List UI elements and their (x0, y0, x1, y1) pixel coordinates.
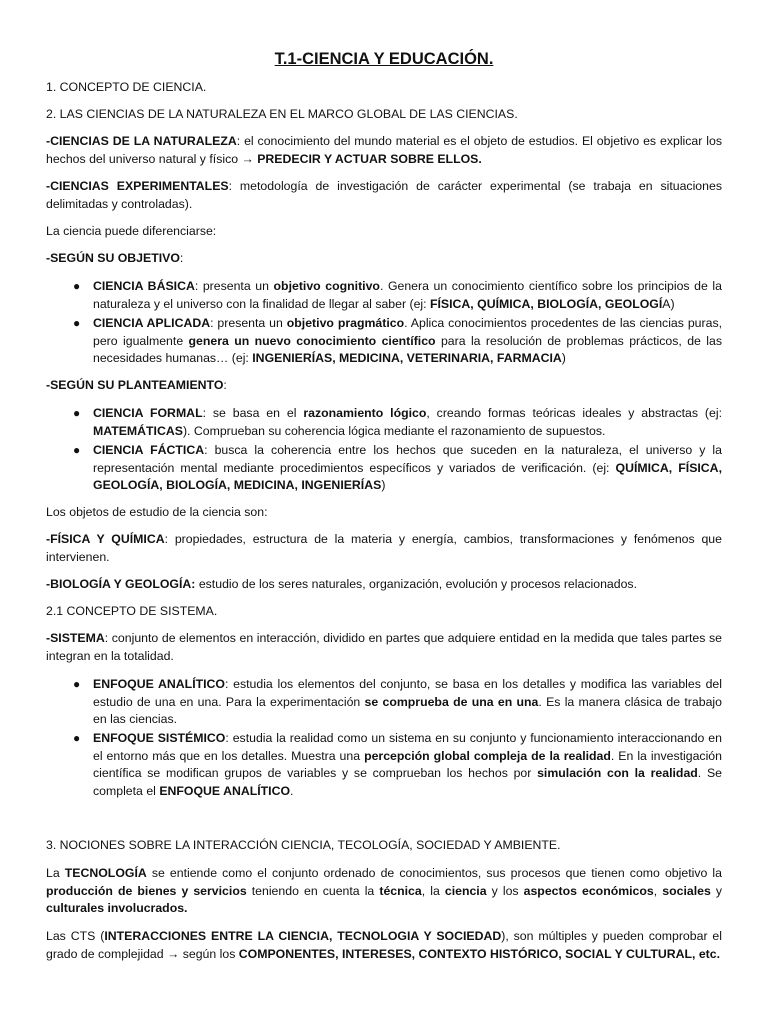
bold-text: ENFOQUE SISTÉMICO (93, 731, 226, 745)
paragraph (46, 630, 722, 665)
bold-text: PREDECIR Y ACTUAR SOBRE ELLOS. (257, 151, 482, 166)
bold-text: culturales involucrados. (46, 901, 188, 916)
bold-text: QUÍMICA, FÍSICA, GEOLOGÍA, BIOLOGÍA, MEDICINA, INGENIERÍAS (93, 460, 722, 493)
bold-text: -CIENCIAS DE LA NATURALEZA (46, 134, 237, 148)
bold-text: técnica (379, 883, 422, 898)
bold-text: producción de bienes y servicios (46, 883, 247, 898)
text: : se basa en el (202, 406, 304, 420)
bold-text: -CIENCIAS EXPERIMENTALES (46, 179, 229, 193)
list-item (93, 442, 722, 495)
document-title: T.1-CIENCIA Y EDUCACIÓN. (274, 50, 494, 68)
text: teniendo en cuenta la (246, 883, 380, 898)
bold-text: CIENCIA BÁSICA (93, 279, 195, 293)
bold-text: -FÍSICA Y QUÍMICA (46, 532, 165, 546)
text: . En la investigación científica se modifican grupos de variables y se comprueban los hechos por (93, 748, 722, 781)
bold-text: sociales (662, 883, 711, 898)
paragraph (46, 837, 722, 855)
bullet-marker: ● (73, 443, 81, 457)
text: A) (662, 296, 675, 311)
bold-text: FÍSICA, QUÍMICA, BIOLOGÍA, GEOLOGÍ (430, 296, 663, 311)
text: , (653, 883, 663, 898)
text: : estudia la realidad como un sistema en su conjunto y funcionamiento interaccionando en el entorno más que en los detalles. Muestra una (93, 731, 722, 763)
text: estudio de los seres naturales, organización, evolución y procesos relacionados. (195, 577, 637, 591)
bullet-marker: ● (73, 677, 81, 691)
text: ) (561, 351, 566, 366)
text: : presenta un (210, 316, 287, 330)
text: y (710, 883, 723, 898)
text: 3. NOCIONES SOBRE LA INTERACCIÓN CIENCIA, TECOLOGÍA, SOCIEDAD Y AMBIENTE. (46, 838, 561, 852)
text: y los (486, 883, 524, 898)
bold-text: MATEMÁTICAS (93, 423, 183, 438)
text: 1. CONCEPTO DE CIENCIA. (46, 80, 207, 94)
paragraph (46, 178, 722, 213)
list-item (93, 278, 722, 313)
bold-text: se comprueba de una en una (364, 694, 539, 709)
bold-text: CIENCIA APLICADA (93, 316, 211, 330)
paragraph (46, 531, 722, 566)
paragraph (46, 133, 722, 168)
paragraph (46, 106, 722, 124)
bold-text: ciencia (444, 883, 487, 898)
text: , creando formas teóricas ideales y abstractas (ej: (426, 406, 722, 420)
list-item (93, 676, 722, 729)
text: ). Comprueban su coherencia lógica mediante el razonamiento de supuestos. (182, 423, 606, 438)
bold-text: razonamiento lógico (303, 406, 427, 420)
bullet-marker: ● (73, 731, 81, 745)
bold-text: CIENCIA FORMAL (93, 406, 203, 420)
list-item (93, 405, 722, 440)
bold-text: -SEGÚN SU PLANTEAMIENTO (46, 378, 224, 392)
bullet-marker: ● (73, 316, 81, 330)
text: : metodología de investigación de carácter experimental (se trabaja en situaciones delimitadas y controladas). (46, 179, 722, 211)
bullet-marker: ● (73, 279, 81, 293)
paragraph (46, 865, 722, 918)
list-item (93, 730, 722, 800)
bold-text: simulación con la realidad (537, 766, 698, 781)
bold-text: objetivo cognitivo (273, 279, 380, 293)
text: Las CTS ( (46, 929, 105, 943)
bold-text: objetivo pragmático (286, 316, 405, 330)
bold-text: TECNOLOGÍA (64, 866, 147, 880)
text: para la resolución de problemas prácticos, de las necesidades humanas… (ej: (93, 333, 722, 366)
text: La ciencia puede diferenciarse: (46, 224, 217, 238)
bold-text: INGENIERÍAS, MEDICINA, VETERINARIA, FARMACIA (252, 351, 562, 366)
bold-text: -BIOLOGÍA Y GEOLOGÍA: (46, 577, 196, 591)
bold-text: INTERACCIONES ENTRE LA CIENCIA, TECNOLOGIA Y SOCIEDAD (104, 929, 502, 943)
text: ), son múltiples y pueden comprobar el grado de complejidad → según los (46, 929, 722, 961)
text: La (46, 866, 65, 880)
paragraph (46, 377, 722, 395)
bold-text: aspectos económicos (523, 883, 654, 898)
bullet-marker: ● (73, 406, 81, 420)
paragraph (46, 576, 722, 594)
text: : (179, 251, 184, 265)
text: se entiende como el conjunto ordenado de conocimientos, sus procesos que tienen como objetivo la (146, 866, 722, 880)
paragraph (46, 250, 722, 268)
text: Los objetos de estudio de la ciencia son: (46, 505, 268, 519)
text: : (223, 378, 227, 392)
bold-text: ENFOQUE ANALÍTICO (93, 677, 225, 691)
text: : conjunto de elementos en interacción, dividido en partes que adquiere entidad en la medida que tales partes se integran en la totalidad. (46, 631, 722, 663)
bold-text: ENFOQUE ANALÍTICO (159, 783, 291, 798)
text: ) (381, 478, 386, 493)
paragraph (46, 504, 722, 522)
text: : presenta un (194, 279, 274, 293)
text: : busca la coherencia entre los hechos que suceden en la naturaleza, el universo y la representación mental mediante procedimientos específicos y variados de verificación. (ej: (93, 443, 722, 475)
paragraph (46, 928, 722, 963)
text: : estudia los elementos del conjunto, se basa en los detalles y modifica las variables del estudio de una en una. Para la experimentación (93, 677, 722, 709)
bold-text: COMPONENTES, INTERESES, CONTEXTO HISTÓRICO, SOCIAL Y CULTURAL, etc. (238, 946, 721, 961)
text: : propiedades, estructura de la materia y energía, cambios, transformaciones y fenómenos que intervienen. (46, 532, 722, 564)
text: . Aplica conocimientos procedentes de las ciencias puras, pero igualmente (93, 316, 723, 348)
bold-text: -SISTEMA (46, 631, 105, 645)
text: . Genera un conocimiento científico sobre los principios de la naturaleza y el universo con la finalidad de llegar al saber (ej: (93, 279, 722, 311)
text: 2. LAS CIENCIAS DE LA NATURALEZA EN EL MARCO GLOBAL DE LAS CIENCIAS. (46, 107, 518, 121)
text: , la (421, 883, 445, 898)
paragraph (46, 223, 722, 241)
bold-text: -SEGÚN SU OBJETIVO (46, 251, 180, 265)
bold-text: genera un nuevo conocimiento científico (188, 333, 436, 348)
list-item (93, 315, 722, 368)
bold-text: CIENCIA FÁCTICA (93, 443, 205, 457)
text: . (290, 783, 294, 798)
text: 2.1 CONCEPTO DE SISTEMA. (46, 604, 218, 618)
text: . Se completa el (93, 766, 722, 798)
text: : el conocimiento del mundo material es el objeto de estudios. El objetivo es explicar los hechos del universo natural y físico → (46, 134, 722, 166)
text: . Es la manera clásica de trabajo en las ciencias. (93, 694, 722, 727)
paragraph (46, 603, 722, 621)
paragraph (46, 79, 722, 97)
bold-text: percepción global compleja de la realidad (364, 748, 611, 763)
